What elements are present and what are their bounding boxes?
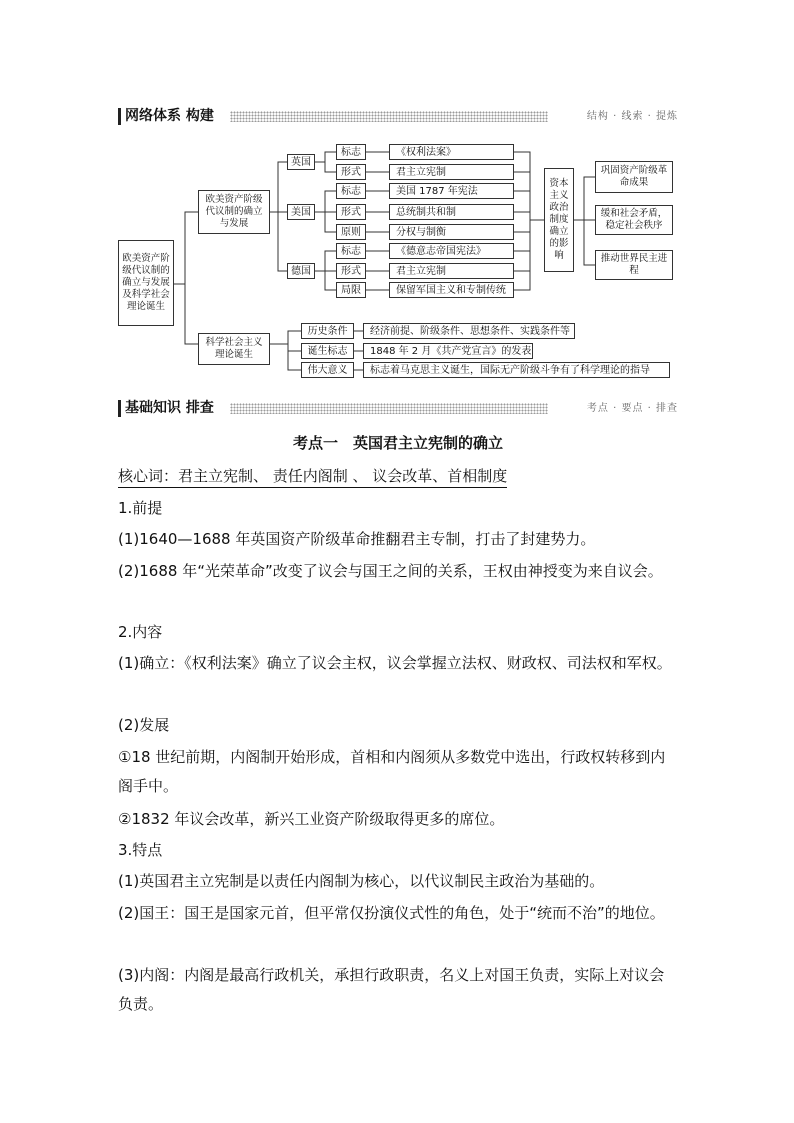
connector-lines [0, 0, 794, 400]
mind-map [0, 0, 794, 400]
sci-label: 诞生标志 [301, 343, 354, 359]
heading-premise: 1.前提 [118, 499, 163, 517]
sci-value: 1848 年 2 月《共产党宣言》的发表 [363, 343, 533, 359]
de-label: 局限 [336, 282, 366, 298]
paragraph: (3)内阁：内阁是最高行政机关，承担行政职责，名义上对国王负责，实际上对议会负责。 [118, 966, 665, 1013]
us-value: 美国 1787 年宪法 [389, 183, 514, 199]
us-value: 分权与制衡 [389, 224, 514, 240]
uk-label: 形式 [336, 164, 366, 180]
section-subtitle: 考点 · 要点 · 排查 [579, 400, 678, 417]
sci-value: 经济前提、阶级条件、思想条件、实践条件等 [363, 323, 575, 339]
core-words: 核心词：君主立宪制、 责任内阁制 、 议会改革、首相制度 [118, 465, 507, 488]
sci-label: 历史条件 [301, 323, 354, 339]
uk-label: 标志 [336, 144, 366, 160]
country-us: 美国 [287, 204, 315, 220]
us-label: 标志 [336, 183, 366, 199]
country-uk: 英国 [287, 154, 315, 170]
effect-item: 推动世界民主进程 [595, 250, 673, 280]
heading-content: 2.内容 [118, 623, 163, 641]
paragraph: (2)1688 年“光荣革命”改变了议会与国王之间的关系，王权由神授变为来自议会。 [118, 562, 663, 580]
paragraph: (1)英国君主立宪制是以责任内阁制为核心，以代议制民主政治为基础的。 [118, 872, 605, 890]
paragraph: (1)确立：《权利法案》确立了议会主权，议会掌握立法权、财政权、司法权和军权。 [118, 654, 672, 672]
effect-item: 缓和社会矛盾，稳定社会秩序 [595, 205, 673, 235]
branch-scientific-socialism: 科学社会主义理论诞生 [198, 333, 270, 365]
us-value: 总统制共和制 [389, 204, 514, 220]
paragraph: (2)国王：国王是国家元首，但平常仅扮演仪式性的角色，处于“统而不治”的地位。 [118, 904, 665, 922]
influence-node: 资本主义政治制度确立的影响 [544, 168, 574, 272]
us-label: 形式 [336, 204, 366, 220]
country-de: 德国 [287, 263, 315, 279]
sci-label: 伟大意义 [301, 362, 354, 378]
de-label: 形式 [336, 263, 366, 279]
branch-representative-system: 欧美资产阶级代议制的确立与发展 [198, 190, 270, 234]
section-title: 网络体系 构建 [118, 108, 220, 125]
section-subtitle: 结构 · 线索 · 提炼 [579, 108, 678, 125]
de-label: 标志 [336, 243, 366, 259]
uk-value: 《权利法案》 [389, 144, 514, 160]
heading-features: 3.特点 [118, 841, 163, 859]
sci-value: 标志着马克思主义诞生，国际无产阶级斗争有了科学理论的指导 [363, 362, 670, 378]
paragraph: (1)1640—1688 年英国资产阶级革命推翻君主专制，打击了封建势力。 [118, 530, 596, 548]
section-header-basics [118, 400, 678, 417]
paragraph: ①18 世纪前期，内阁制开始形成，首相和内阁须从多数党中选出，行政权转移到内阁手中。 [118, 748, 666, 795]
paragraph: (2)发展 [118, 716, 170, 734]
paragraph: ②1832 年议会改革，新兴工业资产阶级取得更多的席位。 [118, 810, 505, 828]
dotted-rule [230, 403, 548, 414]
section-title: 基础知识 排查 [118, 400, 220, 417]
root-node: 欧美资产阶级代议制的确立与发展及科学社会理论诞生 [118, 240, 174, 326]
de-value: 君主立宪制 [389, 263, 514, 279]
de-value: 《德意志帝国宪法》 [389, 243, 514, 259]
kaodian-title: 考点一 英国君主立宪制的确立 [292, 434, 503, 452]
uk-value: 君主立宪制 [389, 164, 514, 180]
us-label: 原则 [336, 224, 366, 240]
de-value: 保留军国主义和专制传统 [389, 282, 514, 298]
effect-item: 巩固资产阶级革命成果 [595, 161, 673, 193]
